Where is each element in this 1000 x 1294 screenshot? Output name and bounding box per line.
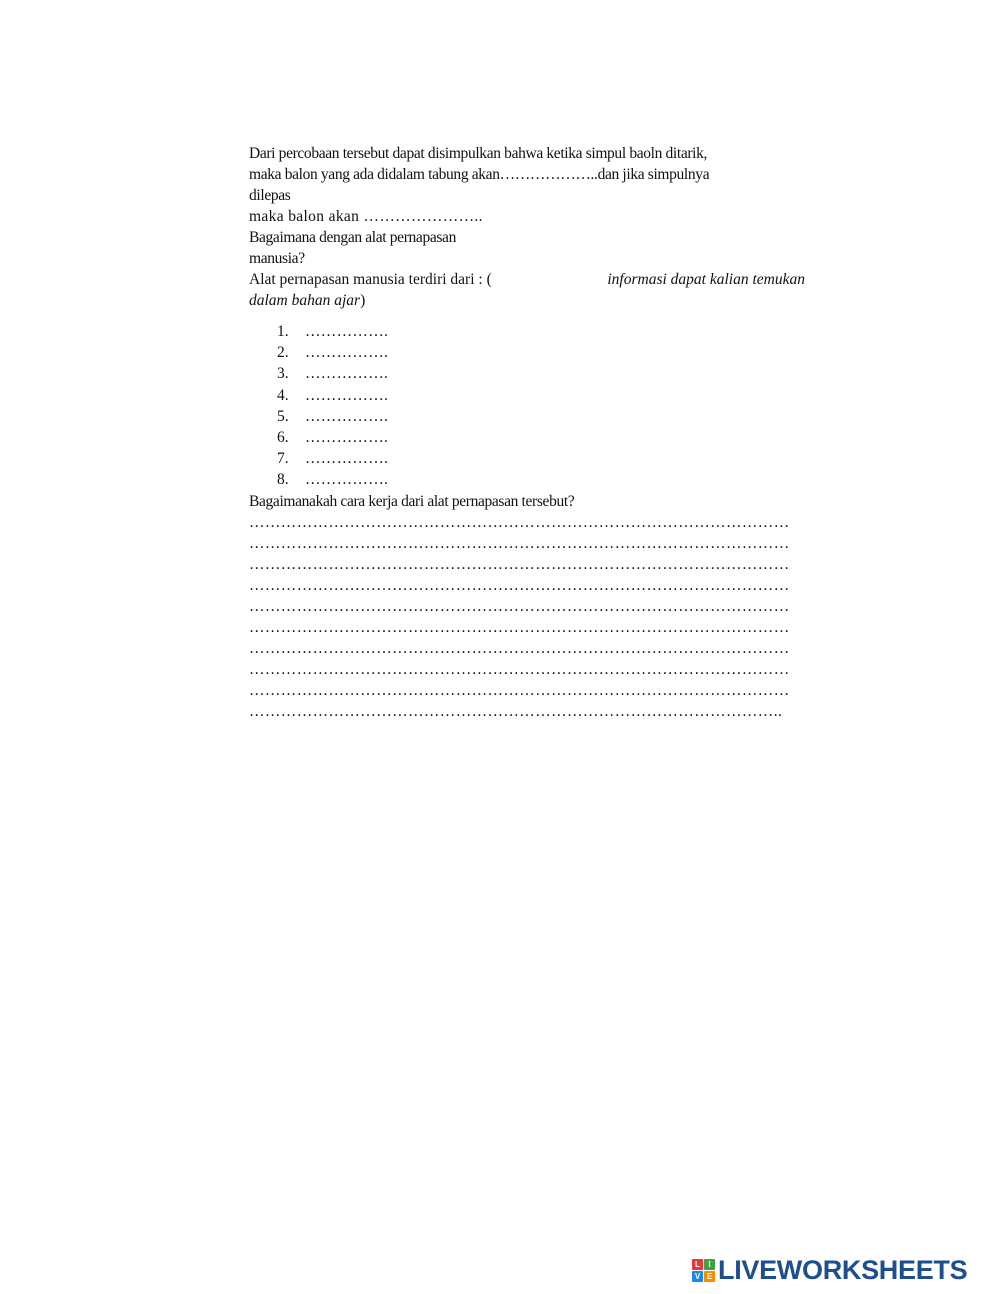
answer-dotted-line[interactable]: …………………………………………………………………………………………: [249, 534, 790, 552]
answer-item: [249, 406, 849, 427]
answer-number: 4.: [277, 386, 289, 404]
answer-number: 8.: [277, 471, 289, 489]
answer-item: [249, 321, 849, 342]
answer-blank[interactable]: …………….: [305, 323, 389, 340]
answer-dotted-line[interactable]: …………………………………………………………………………………………: [249, 597, 790, 615]
paragraph-line-1: Dari percobaan tersebut dapat disimpulkan bahwa ketika simpul baoln ditarik,: [249, 145, 708, 162]
answer-number: 5.: [277, 407, 289, 425]
answer-blank[interactable]: …………….: [305, 428, 389, 446]
paragraph-line-6: manusia?: [249, 250, 305, 267]
paragraph-line-3: dilepas: [249, 187, 291, 204]
answer-dotted-line[interactable]: …………………………………………………………………………………………: [249, 681, 790, 699]
answer-item: [249, 427, 849, 448]
logo-letter-l: L: [692, 1259, 703, 1270]
answer-dotted-line[interactable]: …………………………………………………………………………………………: [249, 639, 790, 657]
answer-blank[interactable]: …………….: [305, 365, 389, 383]
answer-item: [249, 342, 849, 363]
question-1-close: ): [360, 292, 366, 309]
question-1-italic-b: dalam bahan ajar: [249, 292, 361, 309]
question-1-italic-a: informasi dapat kalian temukan: [607, 271, 805, 288]
answer-number: 1.: [277, 323, 289, 340]
answer-blank[interactable]: …………….: [305, 471, 389, 489]
liveworksheets-logo[interactable]: [692, 1256, 967, 1284]
answer-blank[interactable]: …………….: [305, 344, 389, 362]
answer-number: 6.: [277, 428, 289, 446]
answer-number: 3.: [277, 365, 289, 383]
paragraph-line-2: maka balon yang ada didalam tabung akan………………..dan jika simpulnya: [249, 166, 710, 183]
question-1-intro: Alat pernapasan manusia terdiri dari : (: [249, 271, 492, 288]
answer-blank[interactable]: …………….: [305, 386, 389, 404]
question-1-line-1: [249, 269, 805, 290]
answer-list: [249, 321, 849, 491]
answer-item: [249, 363, 849, 384]
paragraph-line-5: Bagaimana dengan alat pernapasan: [249, 229, 456, 246]
brand-name: LIVEWORKSHEETS: [718, 1255, 968, 1285]
answer-dotted-line[interactable]: …………………………………………………………………………………………: [249, 555, 790, 573]
answer-dotted-line[interactable]: …………………………………………………………………………………………: [249, 660, 790, 678]
worksheet-content: [249, 143, 849, 722]
logo-letter-v: V: [692, 1271, 703, 1282]
answer-number: 7.: [277, 450, 289, 468]
question-1-line-2: [249, 290, 849, 311]
question-2-text: Bagaimanakah cara kerja dari alat pernapasan tersebut?: [249, 492, 575, 510]
answer-dotted-line[interactable]: …………………………………………………………………………………………: [249, 513, 790, 531]
answer-dotted-line[interactable]: …………………………………………………………………………………………: [249, 576, 790, 594]
answer-dotted-line[interactable]: ………………………………………………………………………………………..: [249, 702, 783, 720]
logo-letter-i: I: [704, 1259, 715, 1270]
answer-item: [249, 448, 849, 469]
answer-item: [249, 469, 849, 490]
answer-number: 2.: [277, 344, 289, 362]
logo-letter-e: E: [704, 1271, 715, 1282]
live-logo-icon: [692, 1259, 715, 1282]
paragraph-line-4: maka balon akan …………………..: [249, 208, 483, 225]
answer-dotted-line[interactable]: …………………………………………………………………………………………: [249, 618, 790, 636]
question-2-answer-area[interactable]: [249, 512, 849, 722]
answer-blank[interactable]: …………….: [305, 450, 389, 468]
answer-item: [249, 385, 849, 406]
answer-blank[interactable]: …………….: [305, 407, 389, 425]
